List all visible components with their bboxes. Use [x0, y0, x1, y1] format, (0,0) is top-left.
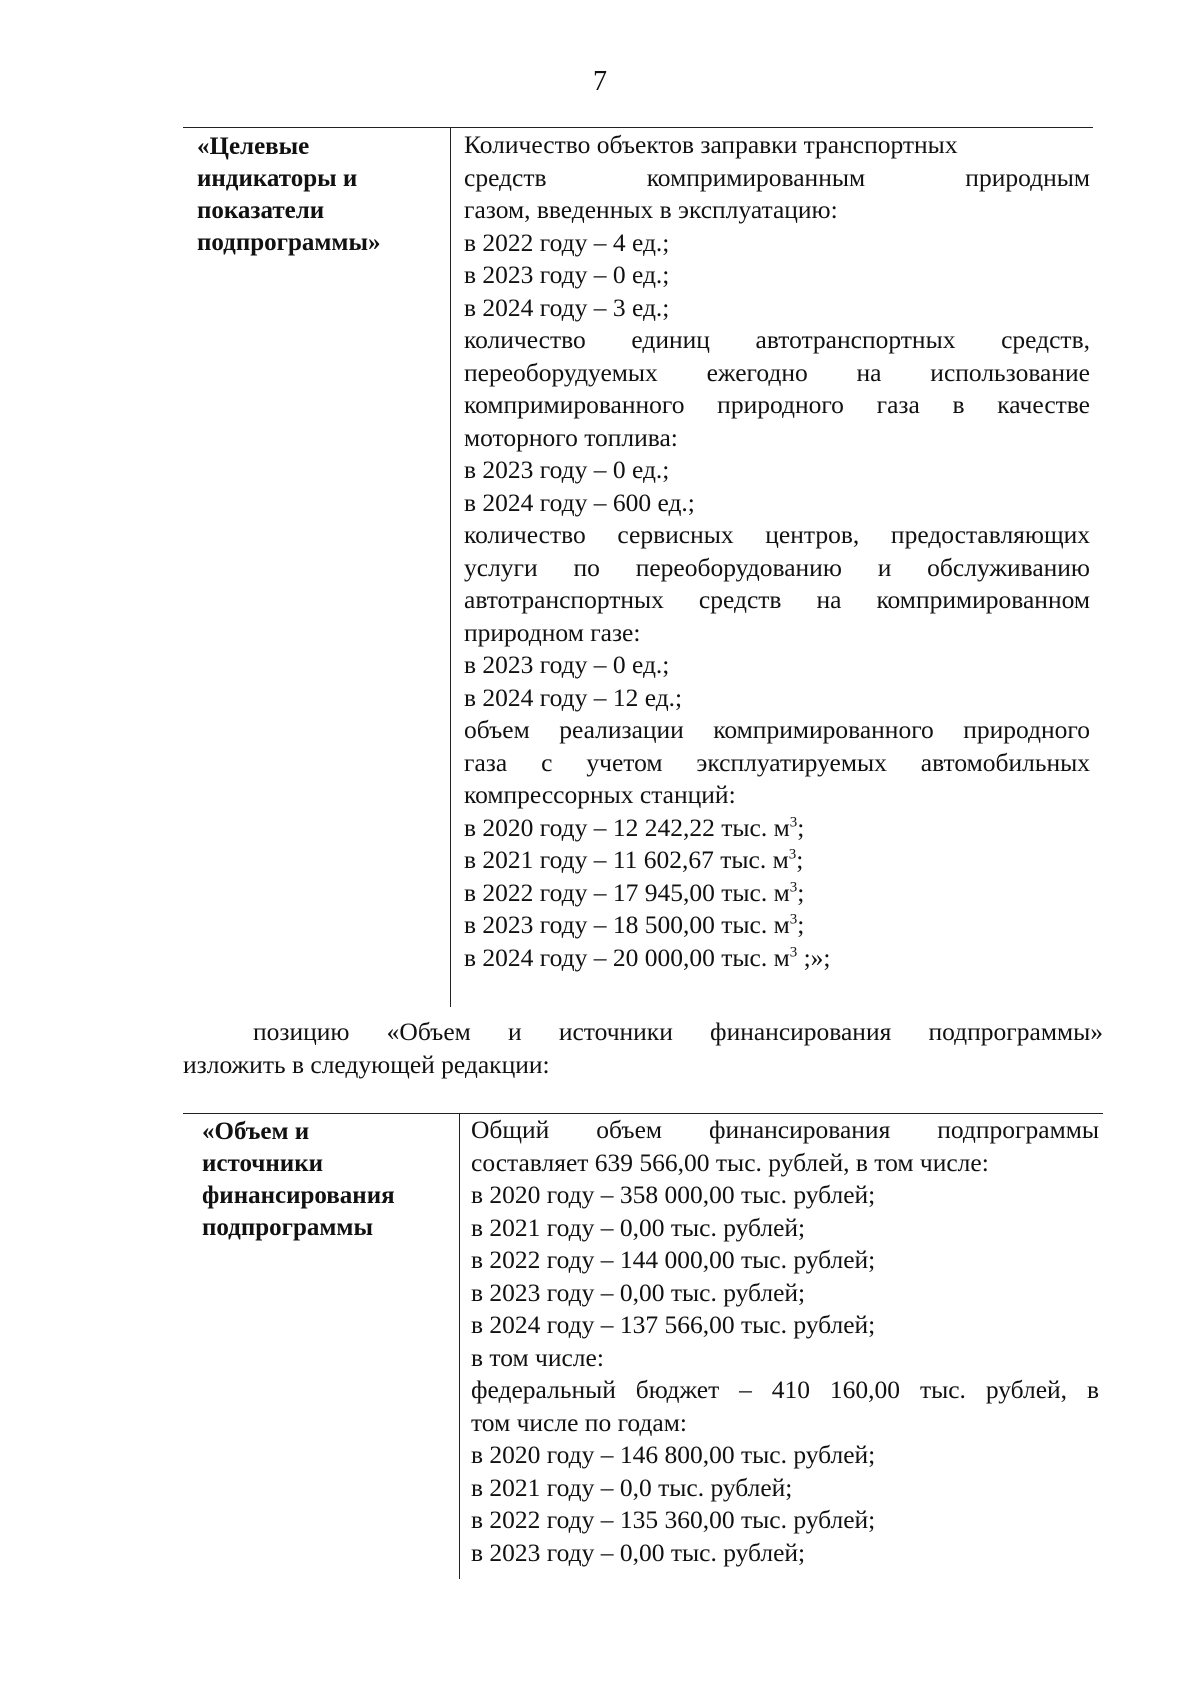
- block1-line: [464, 584, 1090, 617]
- page-number: 7: [593, 66, 607, 97]
- block1-line: [464, 194, 1090, 227]
- block1-top-rule: [183, 127, 1093, 128]
- block2-label-line: подпрограммы: [202, 1214, 373, 1241]
- block2-label-line: финансирования: [202, 1182, 395, 1209]
- block2-line: [471, 1309, 1099, 1342]
- block2-line: [471, 1407, 1099, 1440]
- block1-line-text: в 2023 году – 0 ед.;: [464, 650, 670, 679]
- block1-line-text: в 2021 году – 11 602,67 тыс. м: [464, 845, 789, 874]
- block1-line: [464, 779, 1090, 812]
- block2-line: [471, 1147, 1099, 1180]
- block2-line-text: составляет 639 566,00 тыс. рублей, в том числе:: [471, 1147, 989, 1177]
- block1-line: [464, 292, 1090, 325]
- superscript-3: 3: [788, 846, 797, 863]
- block2-label-line: источники: [202, 1150, 324, 1177]
- block1-line-text: природном газе:: [464, 617, 641, 647]
- block1-line: [464, 259, 1090, 292]
- block1-line: [464, 162, 1090, 195]
- block1-line-text: компримированного природного газа в качестве: [464, 390, 1090, 419]
- block1-column-divider: [450, 127, 451, 1007]
- block2-line-text: в 2020 году – 358 000,00 тыс. рублей;: [471, 1180, 876, 1209]
- block1-line-text: в 2024 году – 20 000,00 тыс. м: [464, 942, 790, 972]
- block1-label: [197, 131, 380, 259]
- block1-line: [464, 844, 1090, 877]
- block1-line: [464, 422, 1090, 455]
- block1-line: [464, 714, 1090, 747]
- block2-line: [471, 1179, 1099, 1212]
- block1-line: [464, 324, 1090, 357]
- block2-line-text: Общий объем финансирования подпрограммы: [471, 1115, 1099, 1144]
- block1-line-tail: ;: [797, 910, 805, 939]
- block2-line-text: в том числе:: [471, 1342, 604, 1372]
- block2-line: [471, 1472, 1099, 1505]
- instruction-paragraph: [183, 1015, 1103, 1081]
- block2-line-text: в 2023 году – 0,00 тыс. рублей;: [471, 1277, 806, 1307]
- block1-line: [464, 357, 1090, 390]
- block1-line: [464, 682, 1090, 715]
- instruction-line-2: изложить в следующей редакции:: [183, 1050, 550, 1079]
- block1-label-line: индикаторы и: [197, 165, 358, 192]
- block1-line-text: компрессорных станций:: [464, 780, 736, 809]
- block1-line-text: в 2022 году – 17 945,00 тыс. м: [464, 877, 790, 907]
- block1-line-tail: ;»;: [797, 942, 831, 972]
- block1-line-text: в 2020 году – 12 242,22 тыс. м: [464, 812, 790, 842]
- block2-line-text: в 2021 году – 0,00 тыс. рублей;: [471, 1212, 806, 1242]
- block1-line-text: услуги по переоборудованию и обслуживанию: [464, 552, 1090, 582]
- block2-label-line: «Объем и: [202, 1118, 310, 1145]
- block2-line: [471, 1244, 1099, 1277]
- block1-line-text: автотранспортных средств на компримированном: [464, 585, 1090, 614]
- block1-line: [464, 942, 1090, 975]
- block1-line-text: в 2023 году – 18 500,00 тыс. м: [464, 910, 790, 939]
- block1-line: [464, 649, 1090, 682]
- block1-line-text: в 2023 году – 0 ед.;: [464, 455, 670, 484]
- block2-line-text: в 2020 году – 146 800,00 тыс. рублей;: [471, 1440, 876, 1469]
- block2-line-text: в 2022 году – 135 360,00 тыс. рублей;: [471, 1505, 876, 1534]
- superscript-3: 3: [789, 911, 798, 928]
- block1-line-text: средств компримированным природным: [464, 162, 1090, 192]
- block2-line: [471, 1114, 1099, 1147]
- block1-line: [464, 389, 1090, 422]
- block1-line: [464, 877, 1090, 910]
- block1-line-text: переоборудуемых ежегодно на использование: [464, 357, 1090, 387]
- block1-line: [464, 227, 1090, 260]
- block1-line-text: в 2022 году – 4 ед.;: [464, 227, 670, 257]
- block2-line: [471, 1212, 1099, 1245]
- block1-line-text: моторного топлива:: [464, 422, 678, 452]
- block2-line-text: в 2023 году – 0,00 тыс. рублей;: [471, 1537, 806, 1567]
- block2-line-text: в 2022 году – 144 000,00 тыс. рублей;: [471, 1245, 876, 1274]
- block1-line: [464, 519, 1090, 552]
- block1-line: [464, 747, 1090, 780]
- superscript-3: 3: [789, 814, 798, 830]
- block1-line-text: в 2024 году – 600 ед.;: [464, 487, 695, 517]
- superscript-3: 3: [789, 944, 798, 960]
- block2-line: [471, 1342, 1099, 1375]
- block1-line: [464, 552, 1090, 585]
- block2-line: [471, 1537, 1099, 1570]
- block2-column-divider: [459, 1113, 460, 1579]
- block1-label-line: «Целевые: [197, 133, 310, 160]
- block2-line: [471, 1374, 1099, 1407]
- block1-line-text: в 2024 году – 3 ед.;: [464, 292, 670, 322]
- block1-line-text: газом, введенных в эксплуатацию:: [464, 195, 838, 224]
- block1-line-text: количество сервисных центров, предоставляющих: [464, 520, 1090, 549]
- block2-line-text: в 2024 году – 137 566,00 тыс. рублей;: [471, 1310, 876, 1339]
- block2-label: [202, 1116, 395, 1244]
- block1-line-tail: ;: [796, 845, 804, 874]
- block2-content: [471, 1114, 1099, 1569]
- block1-line-tail: ;: [797, 877, 805, 907]
- block1-line-text: в 2023 году – 0 ед.;: [464, 260, 670, 289]
- block1-line-text: в 2024 году – 12 ед.;: [464, 682, 683, 712]
- block2-line: [471, 1439, 1099, 1472]
- block2-line: [471, 1277, 1099, 1310]
- block1-line-text: Количество объектов заправки транспортных: [464, 130, 958, 159]
- superscript-3: 3: [789, 879, 798, 895]
- block1-label-line: подпрограммы»: [197, 229, 381, 256]
- block2-line-text: том числе по годам:: [471, 1407, 687, 1437]
- block2-line: [471, 1504, 1099, 1537]
- block1-line-text: газа с учетом эксплуатируемых автомобильных: [464, 747, 1090, 777]
- block1-content: [464, 129, 1090, 974]
- block1-line: [464, 909, 1090, 942]
- instruction-line-1: позицию «Объем и источники финансирования подпрограммы»: [253, 1017, 1103, 1046]
- block1-line: [464, 617, 1090, 650]
- block1-line: [464, 812, 1090, 845]
- block1-line-text: объем реализации компримированного природного: [464, 715, 1090, 744]
- block1-line-text: количество единиц автотранспортных средств,: [464, 325, 1090, 354]
- block1-line: [464, 487, 1090, 520]
- block1-line-tail: ;: [797, 812, 805, 842]
- block1-line: [464, 129, 1090, 162]
- block2-line-text: федеральный бюджет – 410 160,00 тыс. рублей, в: [471, 1375, 1099, 1404]
- block2-line-text: в 2021 году – 0,0 тыс. рублей;: [471, 1472, 793, 1502]
- block1-label-line: показатели: [197, 197, 325, 224]
- block1-line: [464, 454, 1090, 487]
